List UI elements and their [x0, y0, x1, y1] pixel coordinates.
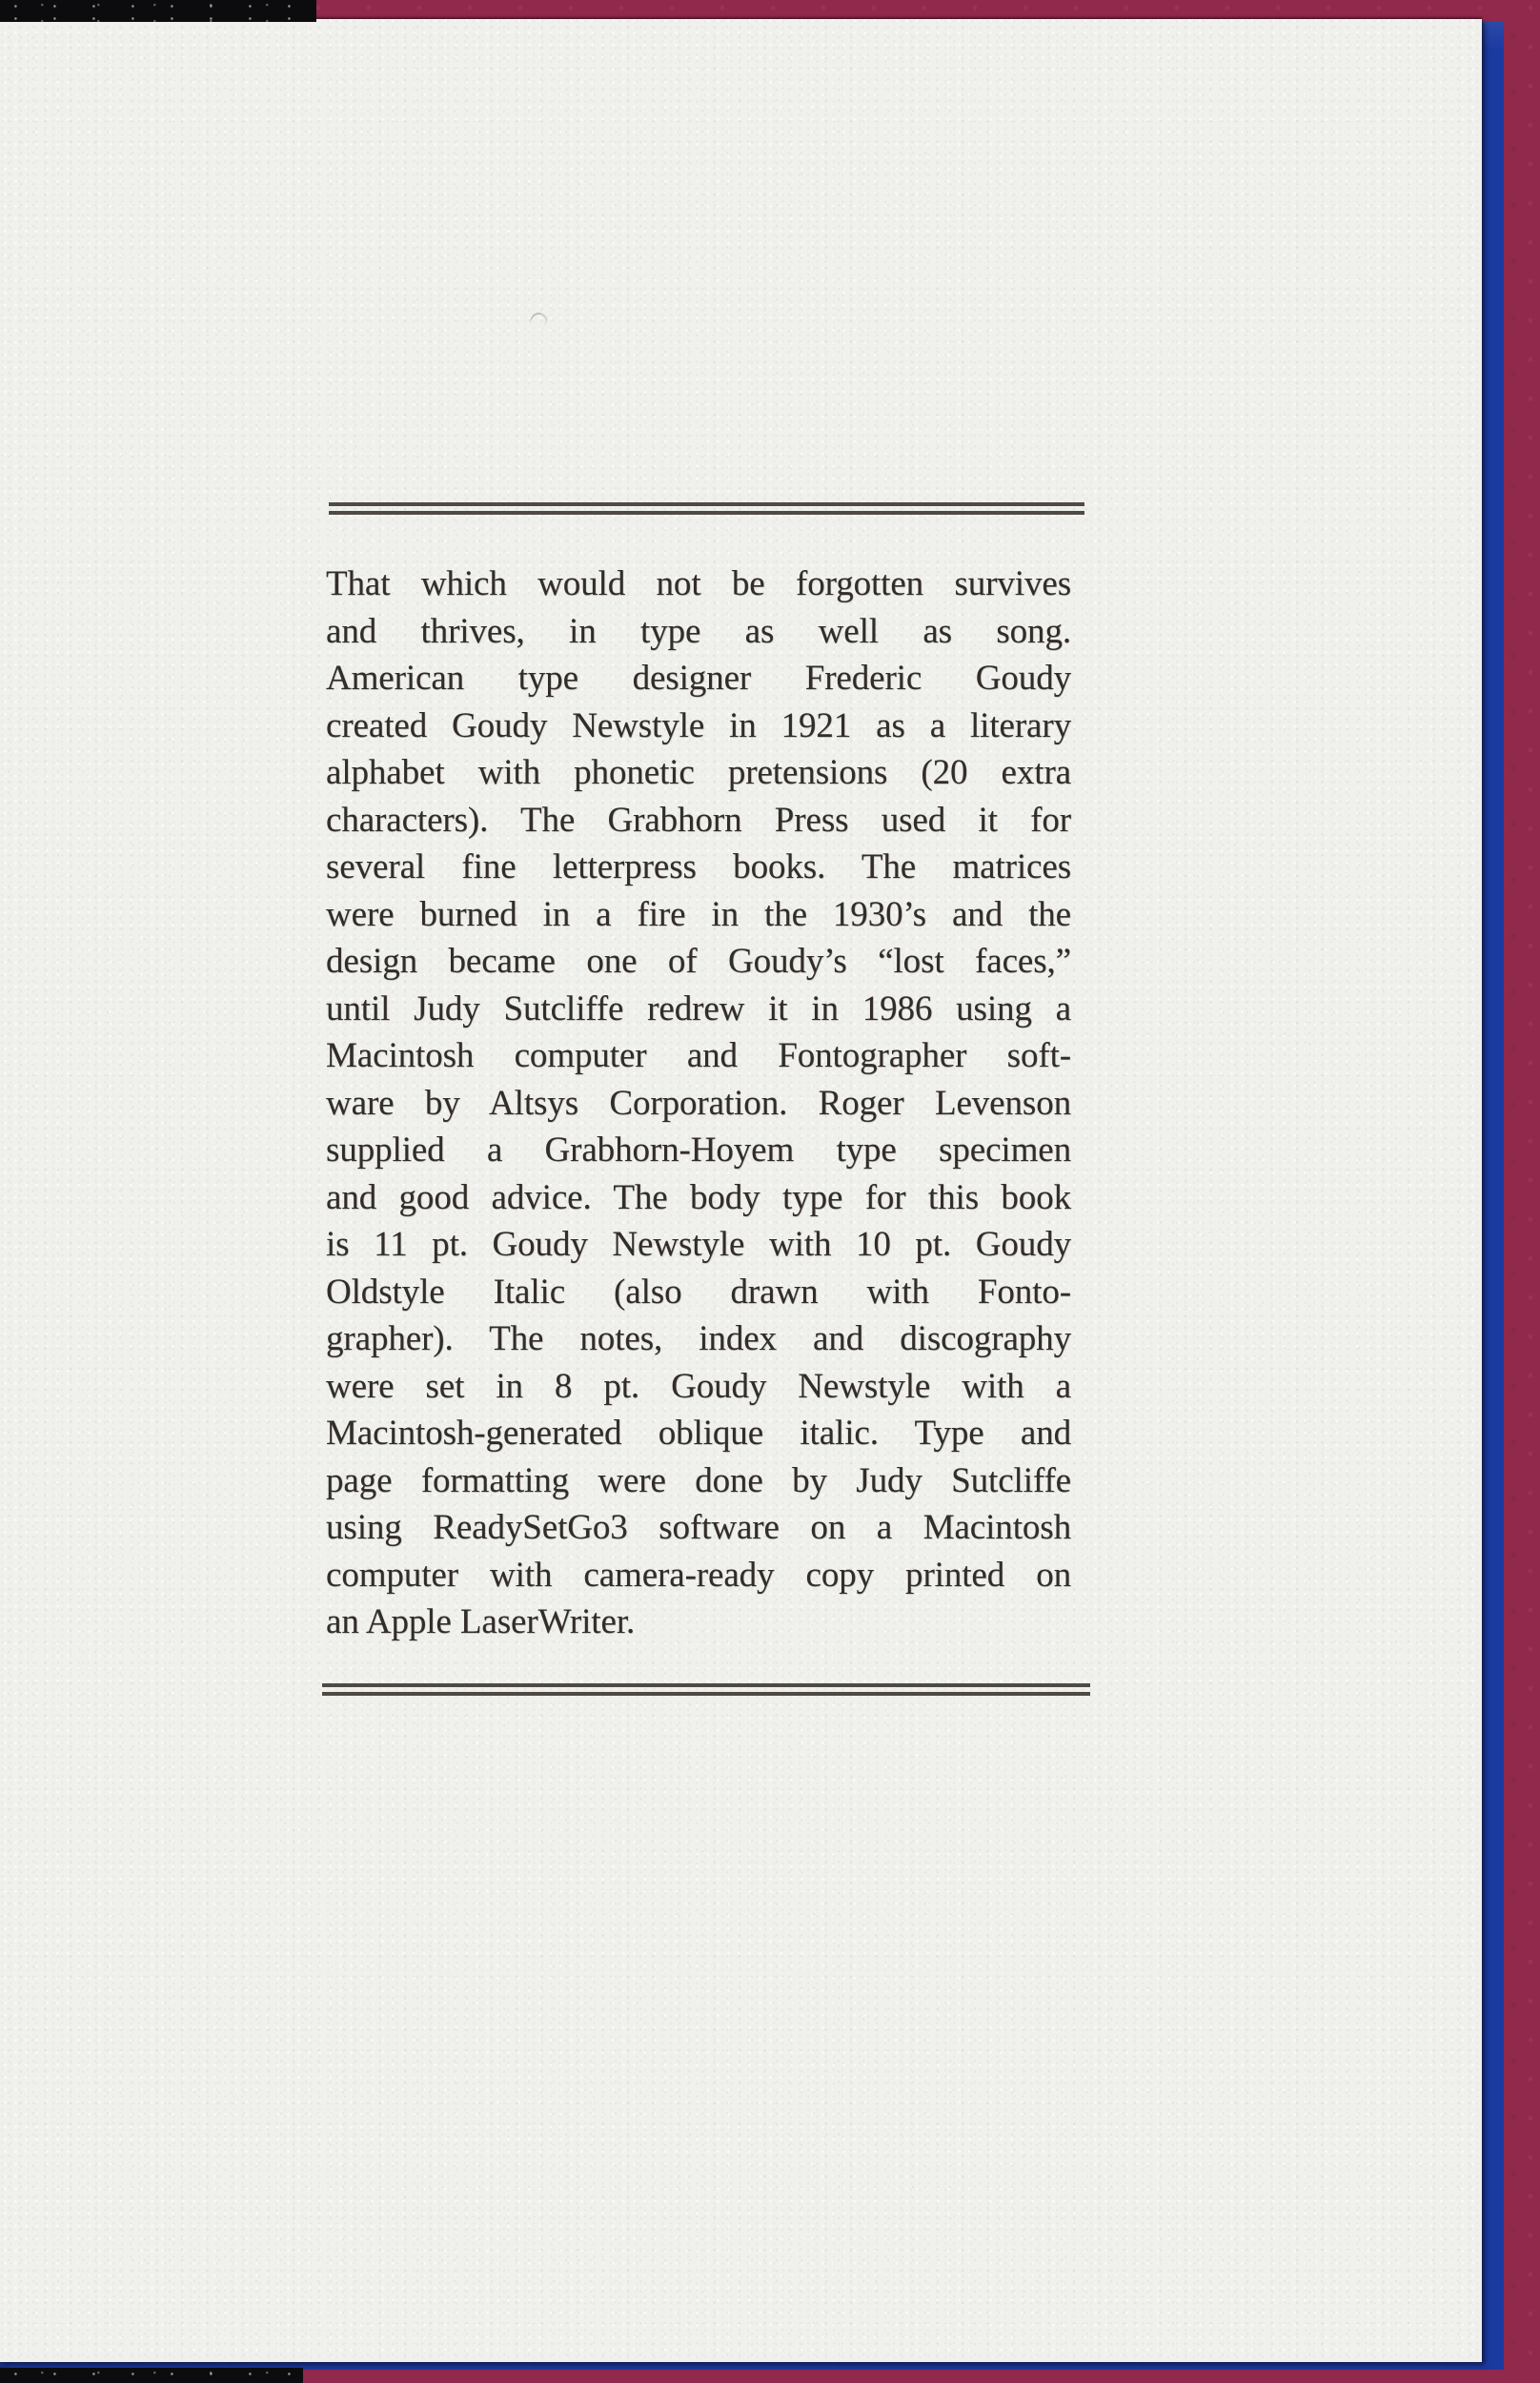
text-line: Macintosh computer and Fontographer soft-	[326, 1036, 1071, 1075]
bottom-double-rule	[322, 1683, 1090, 1696]
top-double-rule	[329, 502, 1084, 515]
text-line: computer with camera-ready copy printed on	[326, 1555, 1071, 1595]
text-line: That which would not be forgotten survives	[326, 564, 1071, 603]
text-line: using ReadySetGo3 software on a Macintosh	[326, 1508, 1071, 1547]
scanner-edge-strip-bottom	[0, 2368, 303, 2383]
text-line: is 11 pt. Goudy Newstyle with 10 pt. Goudy	[326, 1225, 1071, 1264]
text-line: design became one of Goudy’s “lost faces,”	[326, 942, 1071, 981]
colophon-paragraph	[326, 560, 1071, 1646]
text-line: page formatting were done by Judy Sutcliffe	[326, 1460, 1071, 1500]
text-line: several fine letterpress books. The matrices	[326, 847, 1071, 886]
text-line: American type designer Frederic Goudy	[326, 659, 1071, 698]
text-line: characters). The Grabhorn Press used it for	[326, 800, 1071, 840]
text-line: grapher). The notes, index and discography	[326, 1319, 1071, 1358]
text-line: supplied a Grabhorn-Hoyem type specimen	[326, 1130, 1071, 1170]
text-line: alphabet with phonetic pretensions (20 extra	[326, 753, 1071, 792]
pencil-mark	[527, 310, 549, 332]
text-line: until Judy Sutcliffe redrew it in 1986 using a	[326, 988, 1071, 1029]
text-line: and good advice. The body type for this book	[326, 1177, 1071, 1217]
text-line: were burned in a fire in the 1930’s and the	[326, 894, 1071, 934]
text-line: and thrives, in type as well as song.	[326, 611, 1071, 651]
text-line: were set in 8 pt. Goudy Newstyle with a	[326, 1366, 1071, 1406]
text-line: Oldstyle Italic (also drawn with Fonto-	[326, 1272, 1071, 1312]
text-line: ware by Altsys Corporation. Roger Levenson	[326, 1083, 1071, 1123]
text-line: Macintosh-generated oblique italic. Type and	[326, 1414, 1071, 1453]
text-line: an Apple LaserWriter.	[326, 1602, 636, 1641]
page	[0, 19, 1482, 2362]
scanner-edge-strip-top	[0, 0, 316, 22]
text-line: created Goudy Newstyle in 1921 as a literary	[326, 705, 1071, 745]
